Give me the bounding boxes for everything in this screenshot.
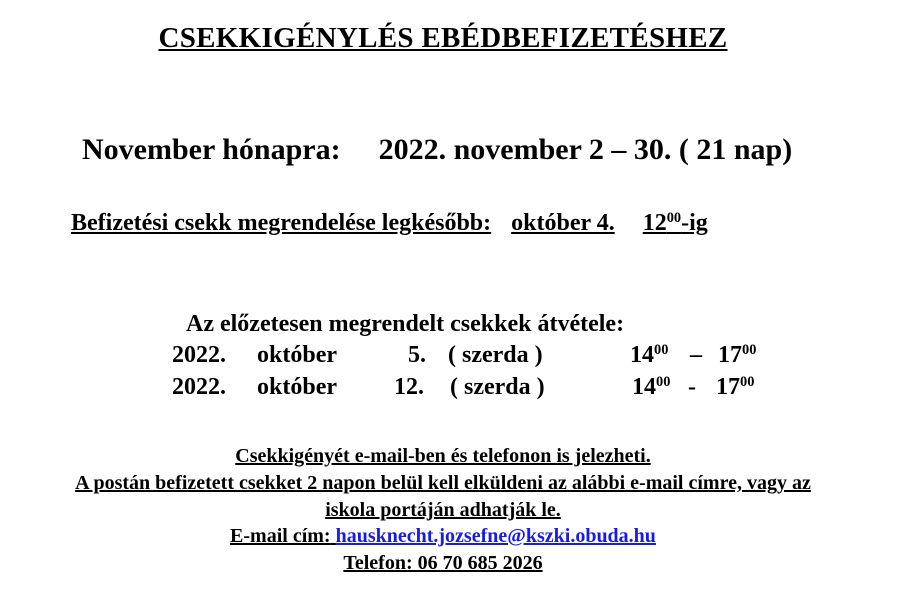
pickup-day: 5. [408, 342, 426, 368]
order-deadline [71, 210, 708, 237]
pickup-weekday: ( szerda ) [450, 374, 545, 400]
page-title: CSEKKIGÉNYLÉS EBÉDBEFIZETÉSHEZ [158, 22, 728, 54]
info-line-request: Csekkigényét e-mail-ben és telefonon is jelezheti. [235, 445, 651, 467]
info-line-postal-cont: iskola portáján adhatják le. [325, 499, 561, 521]
billing-period [82, 133, 792, 167]
period-label: November hónapra: [82, 133, 341, 166]
to-minutes: 00 [742, 342, 757, 359]
from-hour: 14 [630, 342, 654, 368]
pickup-time-to [718, 342, 756, 369]
pickup-month: október [257, 374, 337, 400]
email-link[interactable]: hausknecht.jozsefne@kszki.obuda.hu [335, 525, 656, 547]
deadline-minutes: 00 [666, 210, 682, 227]
to-hour: 17 [718, 342, 742, 368]
pickup-year: 2022. [172, 342, 226, 368]
pickup-time-sep: – [690, 342, 702, 368]
deadline-label: Befizetési csekk megrendelése legkésőbb: [71, 210, 492, 236]
to-minutes: 00 [740, 374, 755, 391]
pickup-year: 2022. [172, 374, 226, 400]
from-hour: 14 [632, 374, 656, 400]
from-minutes: 00 [654, 342, 669, 359]
pickup-title: Az előzetesen megrendelt csekkek átvétele: [186, 311, 625, 337]
email-line [0, 525, 886, 548]
pickup-time-from [630, 342, 668, 369]
period-value: 2022. november 2 – 30. ( 21 nap) [378, 133, 793, 166]
deadline-date: október 4. [511, 210, 615, 236]
info-line-postal: A postán befizetett csekket 2 napon belül kell elküldeni az alábbi e-mail címre, vagy az [75, 472, 811, 494]
pickup-day: 12. [394, 374, 424, 400]
deadline-hour: 12 [642, 210, 667, 236]
from-minutes: 00 [656, 374, 671, 391]
pickup-weekday: ( szerda ) [448, 342, 543, 368]
deadline-suffix: -ig [681, 210, 708, 236]
pickup-time-sep: - [688, 374, 696, 400]
pickup-time-from [632, 374, 670, 401]
pickup-row [0, 374, 909, 404]
pickup-month: október [257, 342, 337, 368]
to-hour: 17 [716, 374, 740, 400]
pickup-row [0, 342, 909, 372]
phone-line: Telefon: 06 70 685 2026 [343, 552, 543, 574]
pickup-time-to [716, 374, 754, 401]
email-label: E-mail cím: [230, 525, 331, 547]
